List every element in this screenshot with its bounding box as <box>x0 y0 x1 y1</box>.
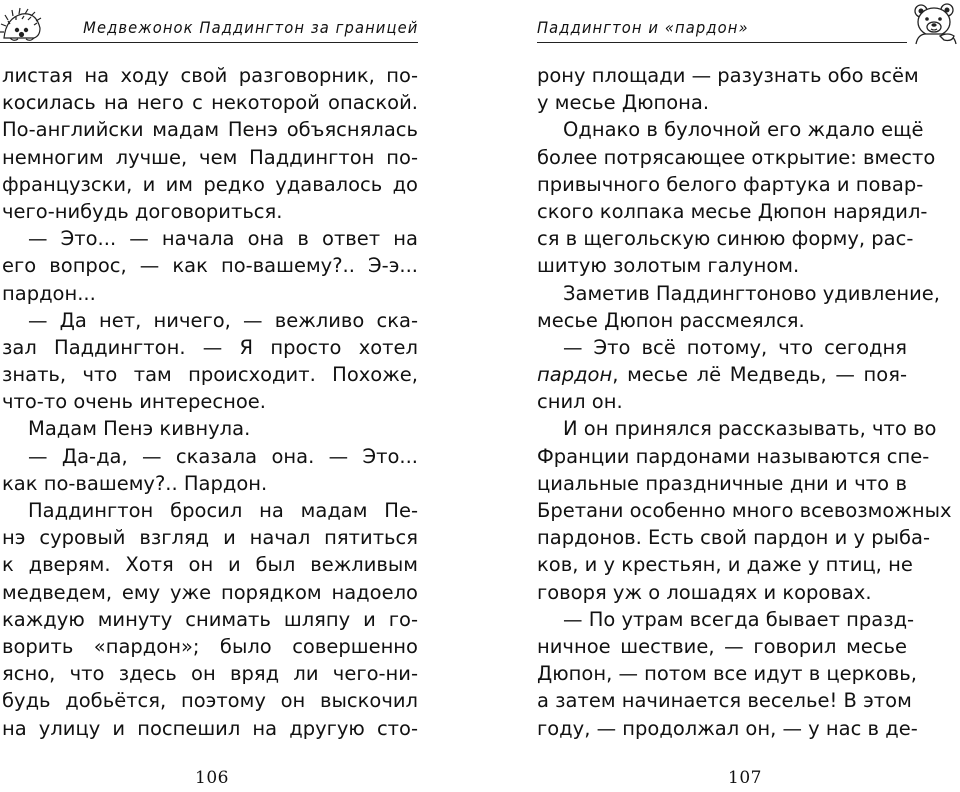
text-line: ясно, что здесь он вряд ли чего-ни- <box>2 662 418 686</box>
text-line: По-английски мадам Пенэ объяснялась <box>2 118 418 142</box>
text-line: чего-нибудь договориться. <box>2 199 283 223</box>
text-line: каждую минуту снимать шляпу и го- <box>2 607 418 631</box>
page-number: 106 <box>195 768 229 788</box>
text-segment: , месье лё Медведь, — поя- <box>612 363 907 387</box>
text-line: — Да-да, — сказала она. — Это... <box>28 444 418 468</box>
text-line: И он принялся рассказывать, что во <box>563 417 937 441</box>
text-line: — Это... — начала она в ответ на <box>28 227 418 251</box>
text-line <box>537 361 907 388</box>
text-line: медведем, ему уже порядком надоело <box>2 580 418 604</box>
text-line: ничное шествие, — говорил месье <box>537 634 907 658</box>
text-line: ков, и у крестьян, и даже у птиц, не <box>537 553 913 577</box>
text-line: косилась на него с некоторой опаской. <box>2 91 418 115</box>
page-body <box>537 62 952 742</box>
text-line: зал Паддингтон. — Я просто хотел <box>2 335 418 359</box>
text-line: более потрясающее открытие: вместо <box>537 145 936 169</box>
page-body <box>2 62 418 742</box>
emphasis-word: пардон <box>537 363 613 387</box>
running-head <box>0 8 418 43</box>
text-line: знать, что там происходит. Похоже, <box>2 363 418 387</box>
text-line: говоря уж о лошадях и коровах. <box>537 580 872 604</box>
text-line: — По утрам всегда бывает празд- <box>563 607 915 631</box>
text-line: французски, и им редко удавалось до <box>2 172 418 196</box>
text-line: — Да нет, ничего, — вежливо ска- <box>28 308 418 332</box>
text-line: году, — продолжал он, — у нас в де- <box>537 716 918 740</box>
text-line: Дюпон, — потом все идут в церковь, <box>537 662 917 686</box>
bear-icon <box>910 0 960 46</box>
text-line: листая на ходу свой разговорник, по- <box>2 64 418 87</box>
text-line: ского колпака месье Дюпон нарядил- <box>537 199 928 223</box>
text-line: пардон... <box>2 281 96 305</box>
text-line: месье Дюпон рассмеялся. <box>537 308 805 332</box>
right-page <box>480 0 960 792</box>
running-head <box>537 8 907 43</box>
text-line: — Это всё потому, что сегодня <box>563 335 907 359</box>
text-line: шитую золотым галуном. <box>537 254 800 278</box>
text-line: Франции пардонами называются спе- <box>537 444 930 468</box>
text-line: ворить «пардон»; было совершенно <box>2 634 418 658</box>
text-line: к дверям. Хотя он и был вежливым <box>2 553 418 577</box>
text-line: Однако в булочной его ждало ещё <box>563 118 924 142</box>
text-line: Паддингтон бросил на мадам Пе- <box>28 499 418 522</box>
text-line: немногим лучше, чем Паддингтон по- <box>2 145 418 169</box>
running-head-title: Паддингтон и «пардон» <box>537 18 749 37</box>
text-line: нэ суровый взгляд и начал пятиться <box>2 526 418 550</box>
text-line: Мадам Пенэ кивнула. <box>28 417 251 441</box>
text-line: рону площади — разузнать обо всём <box>537 64 919 87</box>
text-line: будь добьётся, поэтому он выскочил <box>2 689 418 713</box>
text-line: что-то очень интересное. <box>2 390 266 414</box>
page-number: 107 <box>728 768 762 788</box>
text-line: снил он. <box>537 390 623 414</box>
text-line: как по-вашему?.. Пардон. <box>2 471 268 495</box>
text-line: Заметив Паддингтоново удивление, <box>563 281 940 305</box>
text-line: на улицу и поспешил на другую сто- <box>2 716 418 740</box>
running-head-title: Медвежонок Паддингтон за границей <box>82 18 418 37</box>
text-line: пардонов. Есть свой пардон и у рыба- <box>537 526 930 550</box>
text-line: Бретани особенно много всевозможных <box>537 499 952 522</box>
text-line: а затем начинается веселье! В этом <box>537 689 912 713</box>
text-line: циальные праздничные дни и что в <box>537 471 907 495</box>
text-line: у месье Дюпона. <box>537 91 710 115</box>
text-line: его вопрос, — как по-вашему?.. Э-э... <box>2 254 418 278</box>
text-line: ся в щегольскую синюю форму, рас- <box>537 227 914 251</box>
text-line: привычного белого фартука и повар- <box>537 172 924 196</box>
